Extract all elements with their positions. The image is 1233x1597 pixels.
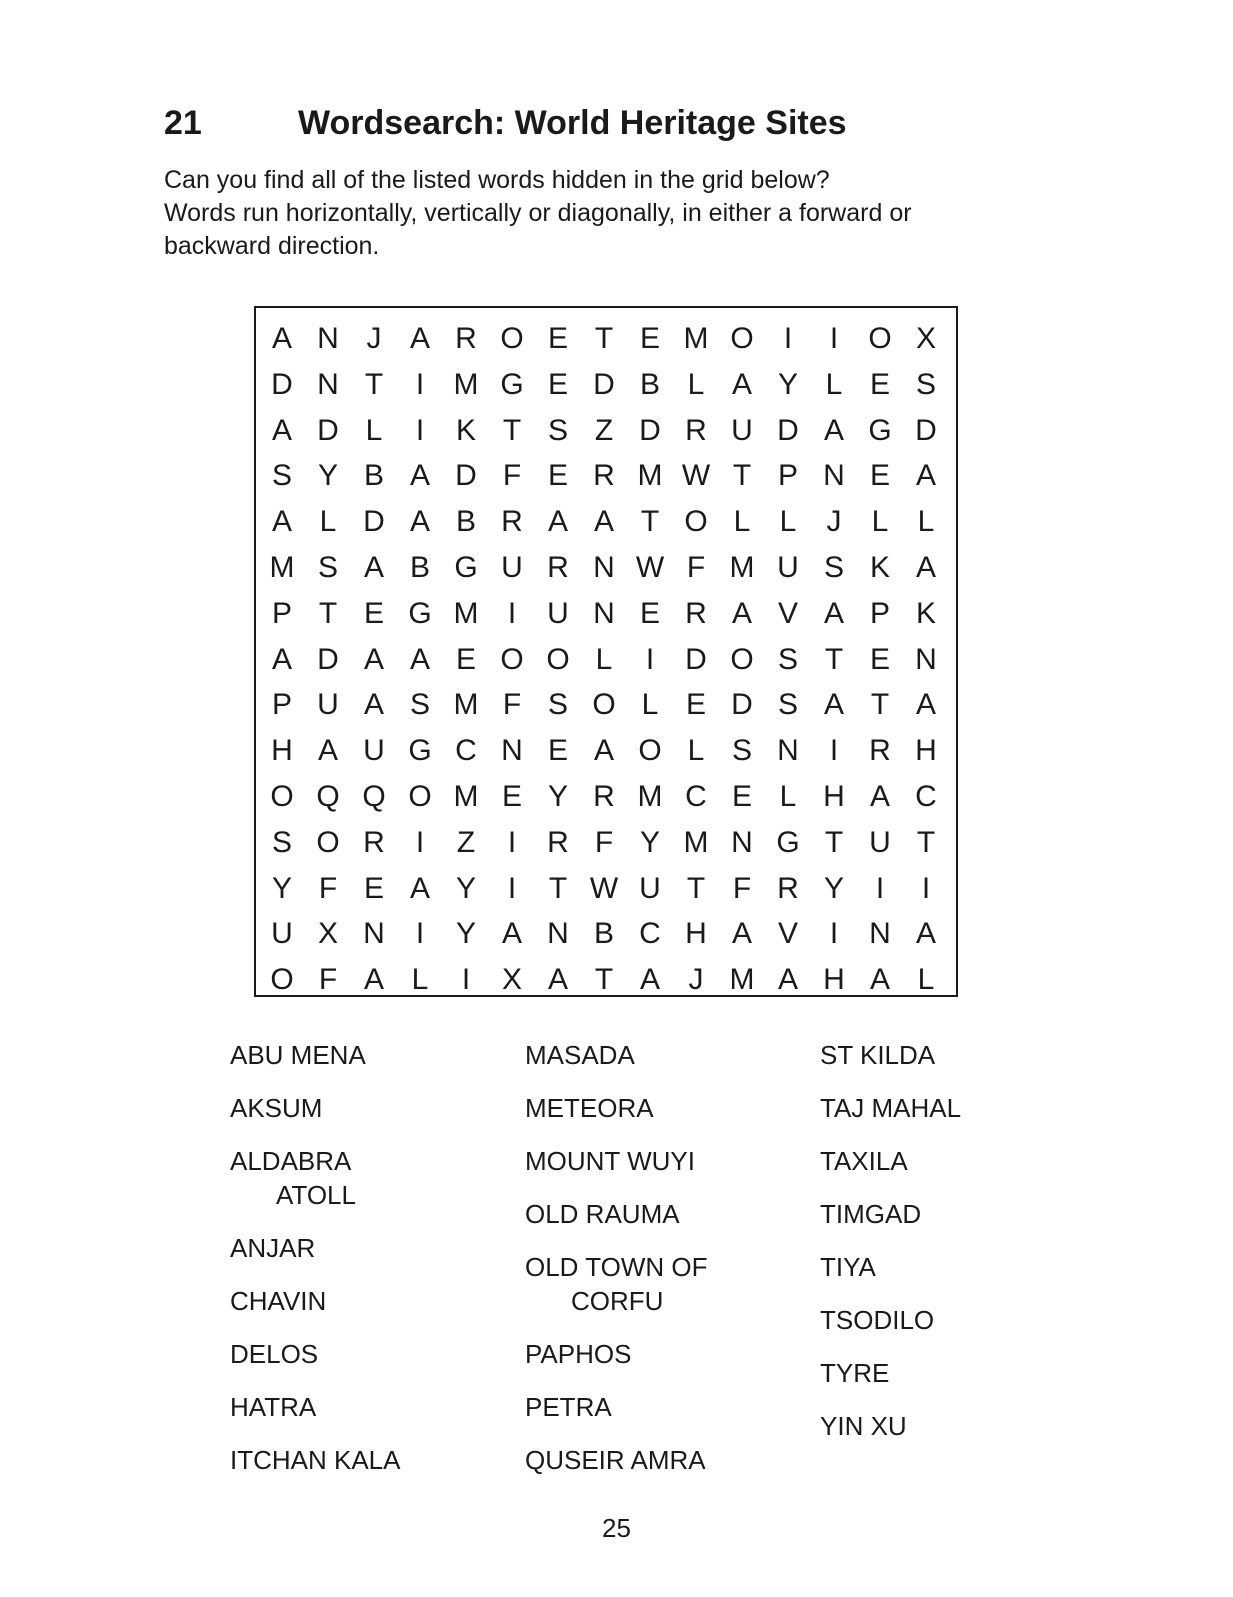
word-list-item bbox=[820, 1038, 961, 1072]
grid-cell: S bbox=[777, 642, 798, 676]
grid-cell: N bbox=[547, 917, 569, 951]
grid-cell: S bbox=[915, 367, 936, 401]
grid-cell: A bbox=[869, 779, 890, 813]
grid-cell: O bbox=[270, 779, 294, 813]
grid-cell: N bbox=[363, 917, 385, 951]
grid-cell: B bbox=[639, 367, 660, 401]
word-list-item bbox=[525, 1390, 708, 1424]
grid-cell: A bbox=[501, 917, 522, 951]
grid-cell: W bbox=[681, 459, 711, 493]
grid-cell: L bbox=[871, 505, 889, 539]
word-text: TIMGAD bbox=[820, 1199, 922, 1229]
word-list-item bbox=[525, 1144, 708, 1178]
grid-cell: H bbox=[685, 917, 707, 951]
grid-cell: N bbox=[501, 734, 523, 768]
grid-cell: E bbox=[869, 459, 890, 493]
grid-cell: T bbox=[640, 505, 660, 539]
grid-cell: R bbox=[501, 505, 523, 539]
word-text: ALDABRA bbox=[230, 1146, 352, 1176]
word-text: TSODILO bbox=[820, 1305, 935, 1335]
grid-cell: I bbox=[921, 871, 931, 905]
grid-cell: M bbox=[453, 596, 479, 630]
grid-cell: I bbox=[829, 322, 839, 355]
grid-cell: U bbox=[271, 917, 293, 951]
grid-cell: O bbox=[868, 322, 892, 355]
grid-cell: E bbox=[731, 779, 752, 813]
grid-cell: M bbox=[729, 963, 755, 997]
grid-cell: N bbox=[869, 917, 891, 951]
grid-cell: O bbox=[500, 642, 524, 676]
grid-cell: T bbox=[594, 322, 614, 355]
grid-cell: D bbox=[639, 413, 661, 447]
grid-cell: I bbox=[415, 917, 425, 951]
grid-cell: I bbox=[507, 825, 517, 859]
grid-cell: A bbox=[731, 917, 752, 951]
word-list-item bbox=[525, 1197, 708, 1231]
grid-cell: A bbox=[271, 642, 292, 676]
grid-cell: I bbox=[507, 871, 517, 905]
word-text: ANJAR bbox=[230, 1233, 316, 1263]
grid-cell: A bbox=[409, 505, 430, 539]
word-text: DELOS bbox=[230, 1339, 319, 1369]
word-list-item bbox=[525, 1038, 708, 1072]
word-text: TYRE bbox=[820, 1358, 890, 1388]
grid-cell: L bbox=[733, 505, 751, 539]
grid-cell: O bbox=[408, 779, 432, 813]
wordsearch-grid-frame bbox=[254, 306, 958, 997]
grid-cell: A bbox=[593, 734, 614, 768]
word-text: PAPHOS bbox=[525, 1339, 632, 1369]
grid-cell: F bbox=[502, 459, 522, 493]
word-list-item bbox=[230, 1284, 401, 1318]
instructions bbox=[164, 164, 1064, 263]
grid-cell: R bbox=[547, 825, 569, 859]
grid-cell: O bbox=[270, 963, 294, 997]
grid-cell: H bbox=[915, 734, 937, 768]
grid-cell: A bbox=[363, 963, 384, 997]
grid-cell: T bbox=[686, 871, 706, 905]
grid-cell: N bbox=[823, 459, 845, 493]
grid-cell: M bbox=[269, 550, 295, 584]
grid-cell: N bbox=[915, 642, 937, 676]
word-text: CHAVIN bbox=[230, 1286, 327, 1316]
word-list-column bbox=[525, 1038, 708, 1496]
word-text: AKSUM bbox=[230, 1093, 323, 1123]
grid-cell: R bbox=[593, 779, 615, 813]
grid-cell: L bbox=[687, 734, 705, 768]
instruction-line: backward direction. bbox=[164, 232, 380, 260]
grid-cell: L bbox=[779, 505, 797, 539]
page-heading bbox=[164, 104, 1064, 154]
word-text: TIYA bbox=[820, 1252, 876, 1282]
grid-cell: S bbox=[823, 550, 844, 584]
grid-cell: I bbox=[829, 734, 839, 768]
grid-cell: O bbox=[316, 825, 340, 859]
grid-cell: A bbox=[915, 459, 936, 493]
grid-cell: X bbox=[915, 322, 936, 355]
grid-cell: D bbox=[455, 459, 477, 493]
grid-cell: M bbox=[683, 322, 709, 355]
grid-cell: N bbox=[593, 550, 615, 584]
grid-cell: S bbox=[731, 734, 752, 768]
grid-cell: E bbox=[869, 367, 890, 401]
grid-cell: P bbox=[777, 459, 798, 493]
grid-cell: F bbox=[732, 871, 752, 905]
grid-cell: A bbox=[915, 550, 936, 584]
grid-cell: A bbox=[317, 734, 338, 768]
grid-cell: I bbox=[461, 963, 471, 997]
grid-cell: D bbox=[363, 505, 385, 539]
word-text: MASADA bbox=[525, 1040, 635, 1070]
grid-cell: K bbox=[869, 550, 890, 584]
grid-cell: A bbox=[823, 688, 844, 722]
grid-cell: S bbox=[271, 459, 292, 493]
grid-cell: D bbox=[317, 642, 339, 676]
grid-cell: O bbox=[500, 322, 524, 355]
grid-cell: U bbox=[777, 550, 799, 584]
grid-cell: L bbox=[825, 367, 843, 401]
grid-cell: U bbox=[639, 871, 661, 905]
grid-cell: I bbox=[415, 413, 425, 447]
grid-cell: S bbox=[409, 688, 430, 722]
grid-cell: C bbox=[639, 917, 661, 951]
grid-cell: M bbox=[453, 688, 479, 722]
grid-cell: Y bbox=[823, 871, 844, 905]
grid-cell: A bbox=[915, 688, 936, 722]
grid-cell: S bbox=[317, 550, 338, 584]
grid-cell: T bbox=[916, 825, 936, 859]
word-list-column bbox=[230, 1038, 401, 1496]
grid-cell: D bbox=[317, 413, 339, 447]
grid-cell: T bbox=[502, 413, 522, 447]
grid-cell: R bbox=[455, 322, 477, 355]
grid-cell: T bbox=[594, 963, 614, 997]
grid-cell: H bbox=[823, 779, 845, 813]
word-text: CORFU bbox=[571, 1286, 664, 1316]
grid-cell: R bbox=[547, 550, 569, 584]
grid-cell: A bbox=[823, 596, 844, 630]
grid-cell: I bbox=[645, 642, 655, 676]
grid-cell: C bbox=[455, 734, 477, 768]
grid-cell: S bbox=[777, 688, 798, 722]
word-list bbox=[230, 1038, 1030, 1475]
grid-cell: G bbox=[454, 550, 478, 584]
grid-cell: N bbox=[731, 825, 753, 859]
grid-cell: F bbox=[318, 963, 338, 997]
grid-cell: X bbox=[317, 917, 338, 951]
word-text: ITCHAN KALA bbox=[230, 1445, 401, 1475]
grid-cell: O bbox=[592, 688, 616, 722]
grid-cell: J bbox=[688, 963, 704, 997]
grid-cell: M bbox=[453, 779, 479, 813]
grid-cell: N bbox=[593, 596, 615, 630]
grid-cell: A bbox=[271, 505, 292, 539]
puzzle-number: 21 bbox=[164, 104, 202, 142]
grid-cell: G bbox=[868, 413, 892, 447]
word-list-item bbox=[820, 1144, 961, 1178]
grid-cell: Q bbox=[316, 779, 340, 813]
word-list-item bbox=[820, 1303, 961, 1337]
word-list-item bbox=[230, 1443, 401, 1477]
word-text: METEORA bbox=[525, 1093, 654, 1123]
grid-cell: K bbox=[455, 413, 476, 447]
grid-cell: A bbox=[731, 596, 752, 630]
grid-cell: T bbox=[732, 459, 752, 493]
grid-cell: I bbox=[875, 871, 885, 905]
grid-cell: E bbox=[685, 688, 706, 722]
grid-cell: P bbox=[869, 596, 890, 630]
grid-cell: I bbox=[415, 367, 425, 401]
grid-cell: F bbox=[502, 688, 522, 722]
grid-cell: M bbox=[729, 550, 755, 584]
grid-cell: Z bbox=[594, 413, 614, 447]
grid-cell: M bbox=[637, 459, 663, 493]
word-text: ST KILDA bbox=[820, 1040, 936, 1070]
grid-cell: L bbox=[641, 688, 659, 722]
grid-cell: X bbox=[501, 963, 522, 997]
grid-cell: U bbox=[501, 550, 523, 584]
grid-cell: L bbox=[687, 367, 705, 401]
grid-cell: D bbox=[685, 642, 707, 676]
word-list-item bbox=[820, 1356, 961, 1390]
grid-cell: A bbox=[593, 505, 614, 539]
grid-cell: V bbox=[777, 917, 798, 951]
grid-cell: L bbox=[779, 779, 797, 813]
grid-cell: J bbox=[826, 505, 842, 539]
grid-cell: P bbox=[271, 688, 292, 722]
grid-cell: R bbox=[685, 596, 707, 630]
grid-cell: R bbox=[593, 459, 615, 493]
grid-cell: G bbox=[776, 825, 800, 859]
grid-cell: N bbox=[317, 367, 339, 401]
grid-cell: E bbox=[455, 642, 476, 676]
word-text: ABU MENA bbox=[230, 1040, 366, 1070]
grid-cell: U bbox=[317, 688, 339, 722]
grid-cell: D bbox=[593, 367, 615, 401]
grid-cell: B bbox=[363, 459, 384, 493]
grid-cell: A bbox=[271, 413, 292, 447]
wordsearch-grid bbox=[259, 316, 949, 1003]
word-list-item bbox=[820, 1250, 961, 1284]
word-list-item bbox=[525, 1337, 708, 1371]
grid-cell: H bbox=[271, 734, 293, 768]
grid-cell: E bbox=[639, 596, 660, 630]
word-text: MOUNT WUYI bbox=[525, 1146, 695, 1176]
grid-cell: R bbox=[869, 734, 891, 768]
grid-cell: A bbox=[915, 917, 936, 951]
grid-cell: L bbox=[917, 963, 935, 997]
grid-cell: M bbox=[637, 779, 663, 813]
grid-cell: Z bbox=[456, 825, 476, 859]
grid-cell: V bbox=[777, 596, 798, 630]
word-text: HATRA bbox=[230, 1392, 317, 1422]
word-text: YIN XU bbox=[820, 1411, 907, 1441]
grid-cell: L bbox=[595, 642, 613, 676]
grid-cell: E bbox=[869, 642, 890, 676]
grid-cell: C bbox=[685, 779, 707, 813]
grid-cell: E bbox=[501, 779, 522, 813]
grid-cell: E bbox=[547, 734, 568, 768]
grid-cell: R bbox=[685, 413, 707, 447]
word-list-item bbox=[820, 1197, 961, 1231]
grid-cell: W bbox=[635, 550, 665, 584]
word-list-item bbox=[820, 1409, 961, 1443]
puzzle-title: Wordsearch: World Heritage Sites bbox=[298, 104, 847, 142]
grid-cell: N bbox=[777, 734, 799, 768]
word-list-item bbox=[230, 1038, 401, 1072]
grid-cell: A bbox=[409, 642, 430, 676]
word-list-item bbox=[525, 1091, 708, 1125]
grid-cell: E bbox=[363, 871, 384, 905]
grid-cell: I bbox=[829, 917, 839, 951]
grid-cell: Y bbox=[271, 871, 292, 905]
grid-cell: N bbox=[317, 322, 339, 355]
grid-cell: A bbox=[547, 963, 568, 997]
grid-cell: P bbox=[271, 596, 292, 630]
word-text: TAXILA bbox=[820, 1146, 908, 1176]
grid-cell: Y bbox=[777, 367, 798, 401]
grid-cell: A bbox=[547, 505, 568, 539]
grid-cell: A bbox=[731, 367, 752, 401]
grid-cell: T bbox=[548, 871, 568, 905]
grid-cell: R bbox=[363, 825, 385, 859]
grid-cell: C bbox=[915, 779, 937, 813]
grid-cell: A bbox=[409, 871, 430, 905]
grid-cell: O bbox=[730, 322, 754, 355]
grid-cell: L bbox=[411, 963, 429, 997]
grid-cell: L bbox=[319, 505, 337, 539]
instruction-line: Can you find all of the listed words hidden in the grid below? bbox=[164, 166, 830, 194]
word-list-item bbox=[525, 1250, 708, 1318]
word-list-item bbox=[230, 1390, 401, 1424]
grid-cell: R bbox=[777, 871, 799, 905]
grid-cell: O bbox=[638, 734, 662, 768]
grid-cell: F bbox=[686, 550, 706, 584]
grid-cell: A bbox=[363, 642, 384, 676]
grid-cell: O bbox=[546, 642, 570, 676]
grid-cell: F bbox=[594, 825, 614, 859]
grid-cell: A bbox=[363, 550, 384, 584]
grid-cell: M bbox=[683, 825, 709, 859]
grid-cell: W bbox=[589, 871, 619, 905]
word-text: OLD RAUMA bbox=[525, 1199, 680, 1229]
grid-cell: A bbox=[823, 413, 844, 447]
grid-cell: U bbox=[363, 734, 385, 768]
grid-cell: I bbox=[415, 825, 425, 859]
word-list-column bbox=[820, 1038, 961, 1462]
grid-cell: A bbox=[409, 322, 430, 355]
grid-cell: Y bbox=[455, 871, 476, 905]
word-text: ATOLL bbox=[276, 1180, 356, 1210]
word-list-item bbox=[230, 1337, 401, 1371]
grid-cell: A bbox=[869, 963, 890, 997]
instruction-line: Words run horizontally, vertically or diagonally, in either a forward or bbox=[164, 199, 912, 227]
grid-cell: L bbox=[365, 413, 383, 447]
word-text: PETRA bbox=[525, 1392, 612, 1422]
grid-cell: A bbox=[409, 459, 430, 493]
grid-cell: H bbox=[823, 963, 845, 997]
grid-cell: D bbox=[271, 367, 293, 401]
grid-cell: U bbox=[547, 596, 569, 630]
grid-cell: G bbox=[500, 367, 524, 401]
grid-cell: B bbox=[455, 505, 476, 539]
grid-cell: I bbox=[507, 596, 517, 630]
grid-cell: Y bbox=[639, 825, 660, 859]
grid-cell: T bbox=[870, 688, 890, 722]
grid-cell: M bbox=[453, 367, 479, 401]
grid-cell: K bbox=[915, 596, 936, 630]
grid-cell: G bbox=[408, 734, 432, 768]
page-number: 25 bbox=[602, 1513, 631, 1543]
grid-cell: T bbox=[824, 825, 844, 859]
grid-cell: O bbox=[684, 505, 708, 539]
grid-cell: S bbox=[271, 825, 292, 859]
grid-cell: E bbox=[547, 459, 568, 493]
grid-cell: E bbox=[639, 322, 660, 355]
grid-cell: A bbox=[639, 963, 660, 997]
grid-cell: S bbox=[547, 413, 568, 447]
grid-cell: E bbox=[547, 367, 568, 401]
word-text: OLD TOWN OF bbox=[525, 1252, 708, 1282]
word-list-item bbox=[230, 1231, 401, 1265]
grid-cell: U bbox=[869, 825, 891, 859]
word-list-item bbox=[820, 1091, 961, 1125]
grid-cell: Q bbox=[362, 779, 386, 813]
grid-cell: L bbox=[917, 505, 935, 539]
grid-cell: D bbox=[731, 688, 753, 722]
word-list-item bbox=[230, 1091, 401, 1125]
word-list-item bbox=[230, 1144, 401, 1212]
grid-cell: T bbox=[364, 367, 384, 401]
grid-cell: B bbox=[409, 550, 430, 584]
grid-cell: Y bbox=[455, 917, 476, 951]
grid-cell: O bbox=[730, 642, 754, 676]
grid-cell: E bbox=[547, 322, 568, 355]
grid-cell: A bbox=[363, 688, 384, 722]
grid-cell: E bbox=[363, 596, 384, 630]
grid-cell: I bbox=[783, 322, 793, 355]
grid-cell: J bbox=[366, 322, 382, 355]
word-list-item bbox=[525, 1443, 708, 1477]
grid-cell: S bbox=[547, 688, 568, 722]
grid-cell: Y bbox=[317, 459, 338, 493]
grid-cell: D bbox=[915, 413, 937, 447]
grid-cell: D bbox=[777, 413, 799, 447]
grid-cell: B bbox=[593, 917, 614, 951]
grid-cell: T bbox=[824, 642, 844, 676]
grid-cell: A bbox=[271, 322, 292, 355]
grid-cell: G bbox=[408, 596, 432, 630]
grid-cell: F bbox=[318, 871, 338, 905]
grid-cell: A bbox=[777, 963, 798, 997]
word-text: TAJ MAHAL bbox=[820, 1093, 962, 1123]
grid-cell: T bbox=[318, 596, 338, 630]
word-text: QUSEIR AMRA bbox=[525, 1445, 706, 1475]
grid-cell: Y bbox=[547, 779, 568, 813]
grid-cell: U bbox=[731, 413, 753, 447]
